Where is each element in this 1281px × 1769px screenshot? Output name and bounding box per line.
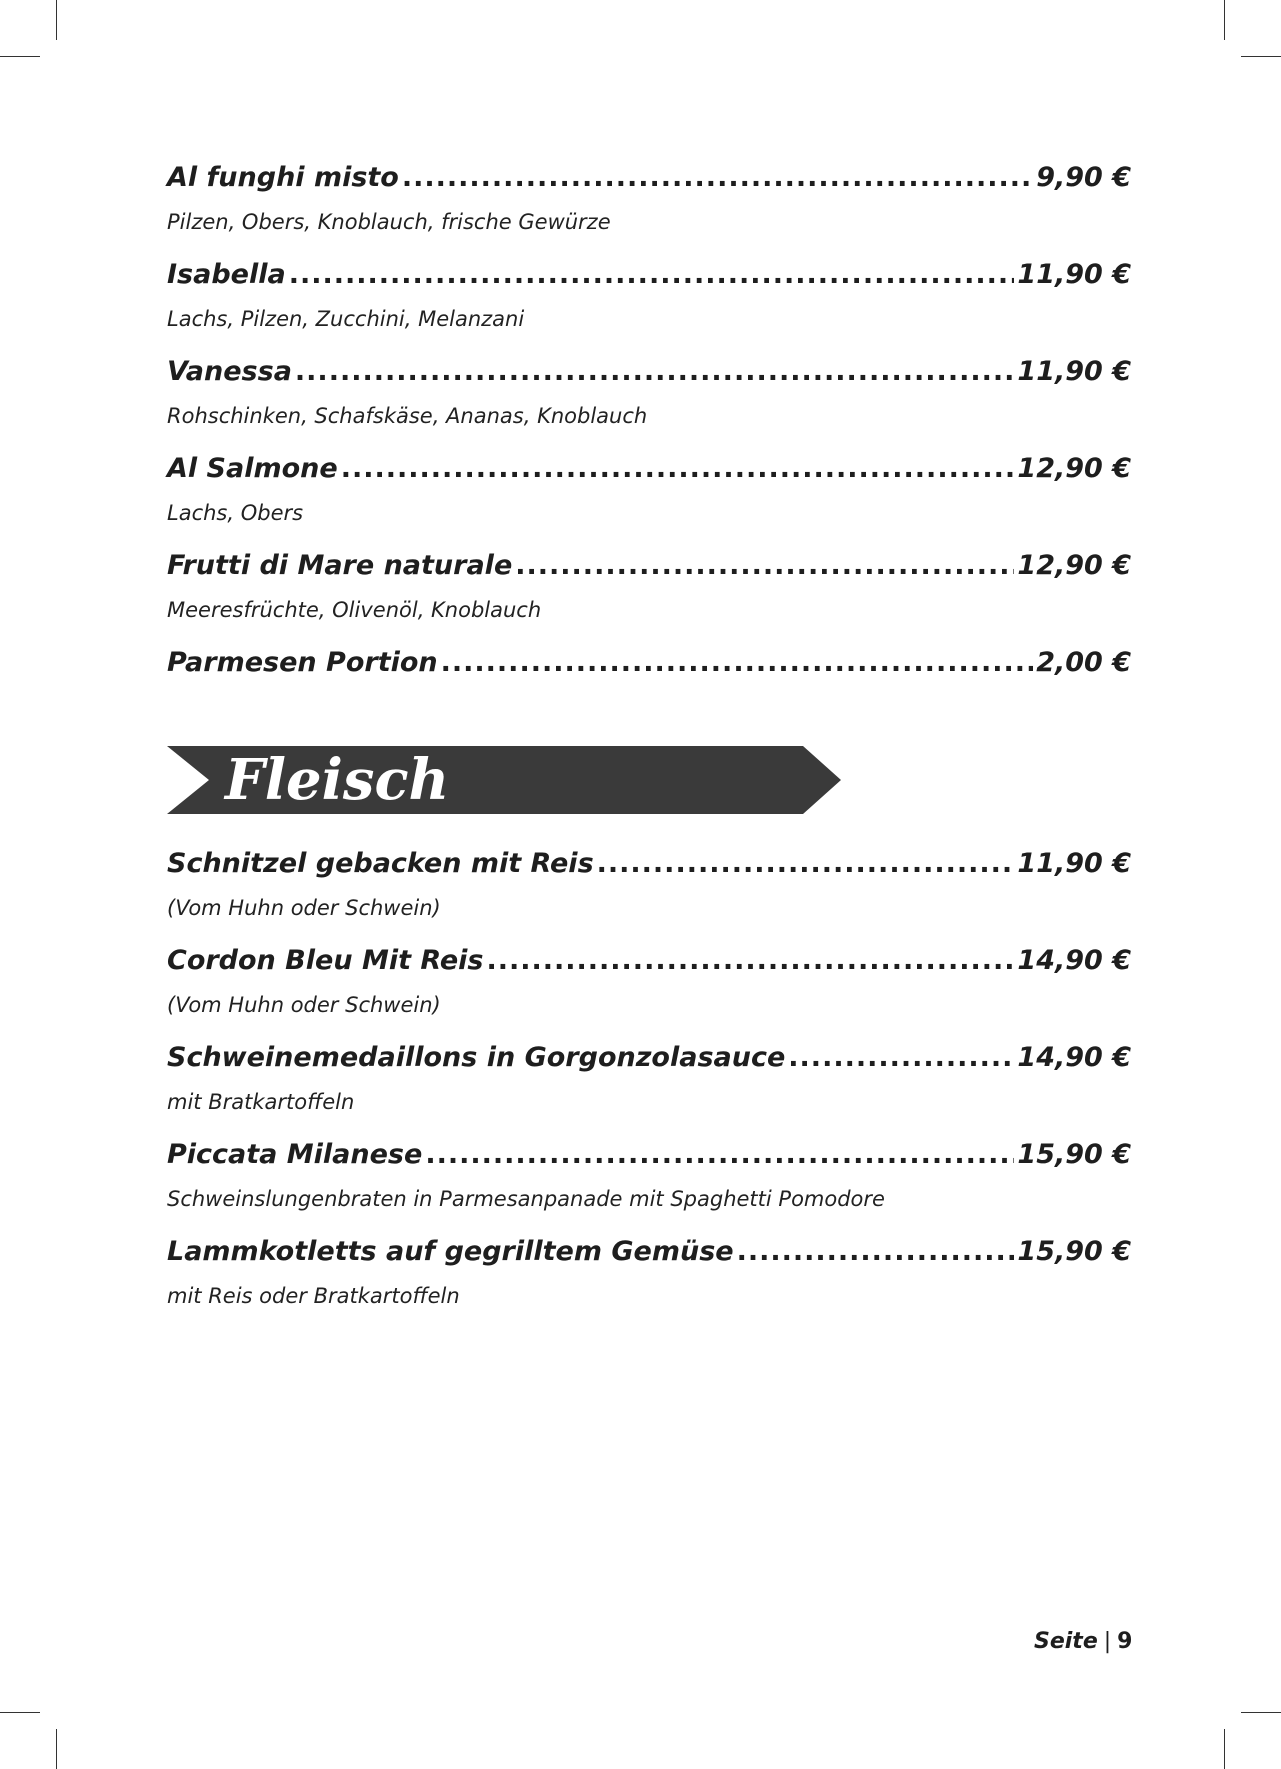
dot-leader (486, 935, 1014, 987)
item-description: Lachs, Pilzen, Zucchini, Melanzani (167, 307, 525, 331)
menu-item (167, 443, 1131, 540)
item-name: Vanessa (167, 356, 292, 387)
item-price: 15,90 € (1017, 1236, 1131, 1267)
page-number: 9 (1117, 1629, 1133, 1654)
item-price: 14,90 € (1017, 1042, 1131, 1073)
item-description: mit Bratkartoffeln (167, 1090, 355, 1114)
crop-mark (1224, 0, 1225, 40)
menu-item (167, 1032, 1131, 1129)
menu-item (167, 637, 1131, 689)
dot-leader (788, 1032, 1014, 1084)
item-name: Piccata Milanese (167, 1139, 423, 1170)
menu-item (167, 838, 1131, 935)
item-price: 2,00 € (1036, 647, 1131, 678)
menu-item (167, 152, 1131, 249)
menu-item (167, 935, 1131, 1032)
pasta-list (167, 152, 1131, 689)
menu-item (167, 1226, 1131, 1323)
dot-leader (341, 443, 1015, 495)
item-price: 11,90 € (1017, 259, 1131, 290)
item-price: 11,90 € (1017, 848, 1131, 879)
section-title: Fleisch (225, 747, 450, 813)
dot-leader (289, 249, 1015, 301)
item-name: Parmesen Portion (167, 647, 438, 678)
dot-leader (441, 637, 1034, 689)
crop-mark (1224, 1729, 1225, 1769)
crop-mark (56, 1729, 57, 1769)
item-name: Schweinemedaillons in Gorgonzolasauce (167, 1042, 786, 1073)
item-description: Meeresfrüchte, Olivenöl, Knoblauch (167, 598, 542, 622)
crop-mark (0, 56, 40, 57)
section-banner (167, 746, 841, 814)
crop-mark (56, 0, 57, 40)
item-price: 15,90 € (1017, 1139, 1131, 1170)
dot-leader (402, 152, 1033, 204)
page-footer (1034, 1629, 1132, 1654)
dot-leader (515, 540, 1014, 592)
item-name: Cordon Bleu Mit Reis (167, 945, 484, 976)
item-price: 12,90 € (1017, 550, 1131, 581)
menu-item (167, 346, 1131, 443)
menu-item (167, 540, 1131, 637)
crop-mark (1241, 1712, 1281, 1713)
item-description: Lachs, Obers (167, 501, 304, 525)
menu-item (167, 249, 1131, 346)
item-name: Al Salmone (167, 453, 338, 484)
item-description: Rohschinken, Schafskäse, Ananas, Knoblauch (167, 404, 648, 428)
item-name: Schnitzel gebacken mit Reis (167, 848, 594, 879)
page-separator: | (1103, 1629, 1112, 1654)
dot-leader (425, 1129, 1014, 1181)
item-name: Isabella (167, 259, 286, 290)
crop-mark (1241, 56, 1281, 57)
meat-list (167, 838, 1131, 1323)
item-description: Pilzen, Obers, Knoblauch, frische Gewürze (167, 210, 611, 234)
item-price: 12,90 € (1017, 453, 1131, 484)
dot-leader (295, 346, 1014, 398)
crop-mark (0, 1712, 40, 1713)
item-description: (Vom Huhn oder Schwein) (167, 896, 441, 920)
item-price: 9,90 € (1036, 162, 1131, 193)
item-description: mit Reis oder Bratkartoffeln (167, 1284, 460, 1308)
item-price: 14,90 € (1017, 945, 1131, 976)
item-description: Schweinslungenbraten in Parmesanpanade mit Spaghetti Pomodore (167, 1187, 885, 1211)
dot-leader (737, 1226, 1015, 1278)
item-name: Lammkotletts auf gegrilltem Gemüse (167, 1236, 734, 1267)
item-description: (Vom Huhn oder Schwein) (167, 993, 441, 1017)
menu-item (167, 1129, 1131, 1226)
page-label: Seite (1034, 1629, 1098, 1654)
item-price: 11,90 € (1017, 356, 1131, 387)
item-name: Al funghi misto (167, 162, 399, 193)
item-name: Frutti di Mare naturale (167, 550, 513, 581)
dot-leader (597, 838, 1015, 890)
